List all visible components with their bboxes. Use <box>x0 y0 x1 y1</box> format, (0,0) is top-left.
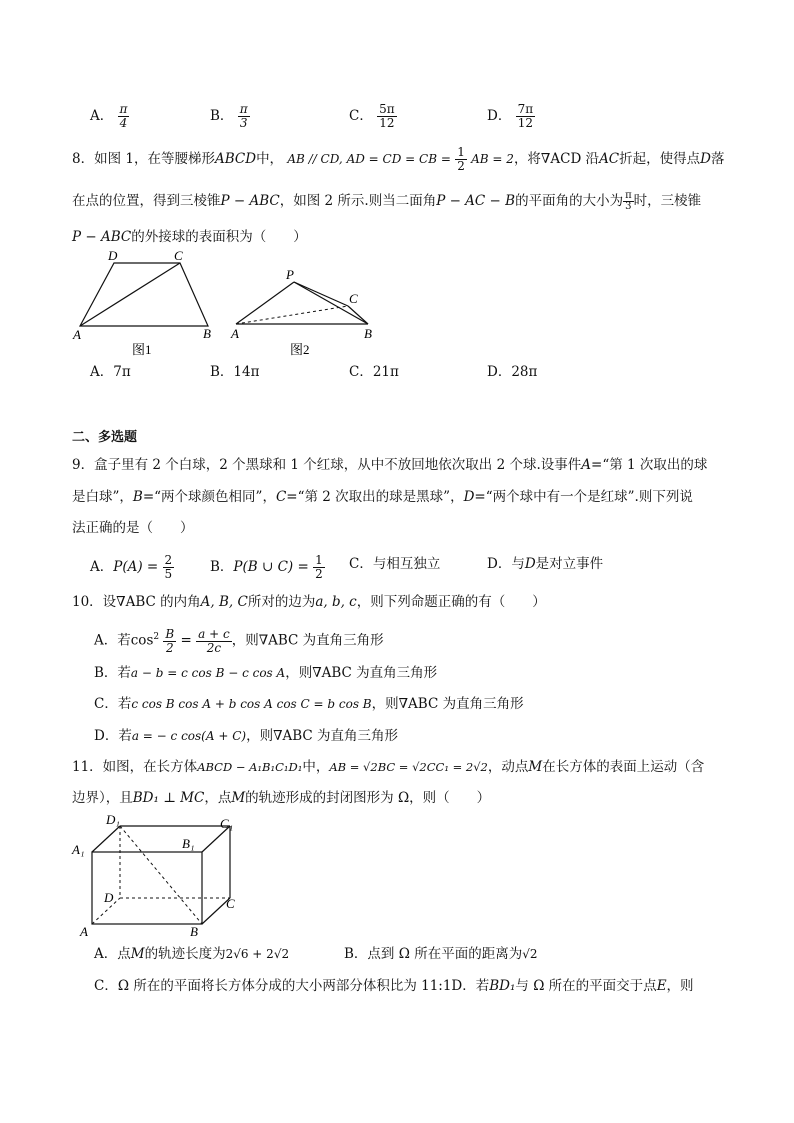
q8-line-2: 在点的位置，得到三棱锥P − ABC，如图 2 所示.则当二面角P − AC − B的平面角的大小为 $\frac{\pi}{3}$ 时，三棱锥 <box>72 190 702 212</box>
q11-option-c[interactable]: C．Ω 所在的平面将长方体分成的大小两部分体积比为 11:1 <box>94 978 452 994</box>
q9-option-d[interactable]: D．与D是对立事件 <box>487 556 604 572</box>
figure-2-caption: 图2 <box>290 342 310 357</box>
label-d1: D₁ <box>106 812 120 827</box>
fraction: $\frac{5\pi}{12}$ <box>379 102 395 130</box>
q10-option-d[interactable]: D．若a = − c cos(A + C)，则∇ABC 为直角三角形 <box>94 728 399 744</box>
label-a: A <box>80 924 88 939</box>
q8-option-d[interactable]: D．28π <box>487 364 538 380</box>
q8-line-1: 8．如图 1，在等腰梯形ABCD中， AB // CD, AD = CD = CB = $\frac{1}{2}$ AB = 2，将∇ACD 沿AC折起，使得点D落 <box>72 145 725 173</box>
edge-ac-hidden <box>236 306 348 324</box>
label-c: C <box>174 248 183 263</box>
section-heading-multiple-choice: 二、多选题 <box>72 430 138 445</box>
fraction: $\frac{1}{2}$ <box>315 553 323 581</box>
q10-option-a[interactable]: A．若$\cos^2$ $\frac{B}{2}$ = $\frac{a + c}{2c}$ ，则∇ABC 为直角三角形 <box>94 626 384 655</box>
figure-2-pyramid <box>228 262 388 360</box>
figure-cuboid <box>70 812 250 942</box>
q9-option-c[interactable]: C．与相互独立 <box>349 556 441 572</box>
label-d: D <box>108 248 118 263</box>
q8-option-b[interactable]: B．14π <box>210 364 260 380</box>
q7-option-c[interactable]: C． $\frac{5\pi}{12}$ <box>349 102 395 130</box>
front-face <box>92 852 202 924</box>
fraction: $\frac{\pi}{3}$ <box>239 102 248 130</box>
edge-pc <box>294 282 348 306</box>
q7-option-a[interactable]: A． $\frac{\pi}{4}$ <box>90 102 128 130</box>
q8-line-3: P − ABC的外接球的表面积为（ ） <box>72 229 307 245</box>
figure-1-caption: 图1 <box>132 342 152 357</box>
label-c: C <box>226 896 235 911</box>
label-b: B <box>203 326 211 341</box>
q8-option-a[interactable]: A．7π <box>90 364 131 380</box>
label-a: A <box>73 327 81 342</box>
q9-line-2: 是白球”，B=“两个球颜色相同”，C=“第 2 次取出的球是黑球”，D=“两个球中有一个是红球”.则下列说 <box>72 489 693 505</box>
q9-line-3: 法正确的是（ ） <box>72 520 194 536</box>
fraction: $\frac{2}{5}$ <box>164 553 173 581</box>
fraction: $\frac{B}{2}$ <box>165 626 175 655</box>
q10-option-c[interactable]: C．若c cos B cos A + b cos A cos C = b cos B，则∇ABC 为直角三角形 <box>94 696 524 712</box>
diagonal-ac <box>80 263 180 326</box>
q7-option-d[interactable]: D． $\frac{7\pi}{12}$ <box>487 102 534 130</box>
q11-option-a[interactable]: A．点M的轨迹长度为2√6 + 2√2 <box>94 946 290 962</box>
q11-line-1: 11．如图，在长方体ABCD − A₁B₁C₁D₁中，AB = √2BC = √2CC₁ = 2√2，动点M在长方体的表面上运动（含 <box>72 759 705 775</box>
figure-1-trapezoid <box>70 248 230 360</box>
q11-option-c-d <box>94 976 694 996</box>
q8-option-c[interactable]: C．21π <box>349 364 399 380</box>
q10-stem: 10．设∇ABC 的内角A, B, C所对的边为a, b, c，则下列命题正确的有（ ） <box>72 594 546 610</box>
q10-option-b[interactable]: B．若a − b = c cos B − c cos A，则∇ABC 为直角三角形 <box>94 665 438 681</box>
q11-line-2: 边界），且BD₁ ⊥ MC，点M的轨迹形成的封闭图形为 Ω，则（ ） <box>72 790 491 806</box>
q9-line-1: 9．盒子里有 2 个白球，2 个黑球和 1 个红球，从中不放回地依次取出 2 个球.设事件A=“第 1 次取出的球 <box>72 457 708 473</box>
fraction: $\frac{7\pi}{12}$ <box>517 102 534 130</box>
fraction: $\frac{\pi}{4}$ <box>119 102 128 130</box>
fraction-one-half: $\frac{1}{2}$ <box>457 145 465 173</box>
q9-option-b[interactable]: B．P(B ∪ C) = $\frac{1}{2}$ <box>210 553 323 581</box>
label-c1: C₁ <box>220 816 234 831</box>
q7-option-b[interactable]: B． $\frac{\pi}{3}$ <box>210 102 248 130</box>
label-a: A <box>231 326 239 341</box>
label-c: C <box>349 291 358 306</box>
label-b1: B₁ <box>182 836 195 851</box>
label-p: P <box>286 267 294 282</box>
label-b: B <box>364 326 372 341</box>
q11-option-b[interactable]: B．点到 Ω 所在平面的距离为√2 <box>344 946 538 962</box>
trapezoid-outline <box>80 263 208 326</box>
fraction-pi-3: $\frac{\pi}{3}$ <box>625 190 632 212</box>
fraction: $\frac{a + c}{2c}$ <box>198 626 230 655</box>
label-b: B <box>190 924 198 939</box>
edge-pa <box>236 282 294 324</box>
q11-option-d[interactable]: D．若BD₁与 Ω 所在的平面交于点E，则 <box>451 978 694 994</box>
q9-option-a[interactable]: A．P(A) = $\frac{2}{5}$ <box>90 553 173 581</box>
edge-a1-d1 <box>92 826 120 852</box>
label-d: D <box>104 890 114 905</box>
label-a1: A₁ <box>72 842 85 857</box>
